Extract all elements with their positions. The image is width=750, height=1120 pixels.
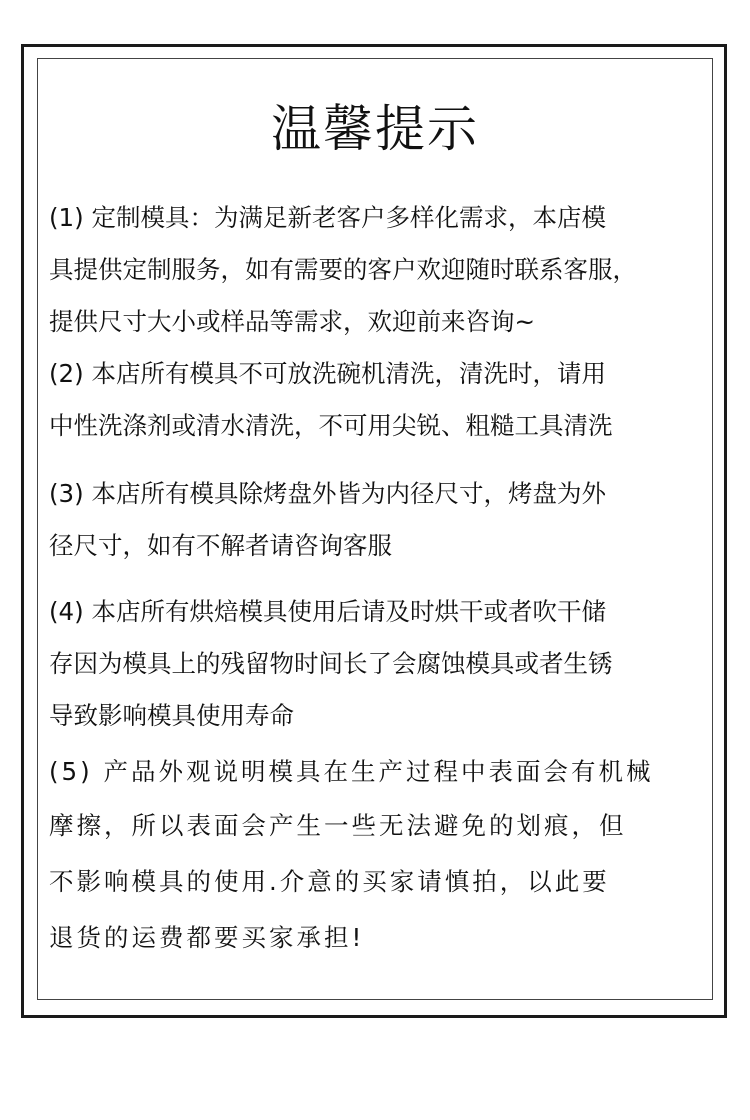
notice-line: 具提供定制服务，如有需要的客户欢迎随时联系客服，: [49, 255, 637, 284]
notice-line: 摩擦，所以表面会产生一些无法避免的划痕，但: [49, 811, 627, 840]
notice-line: 不影响模具的使用.介意的买家请慎拍，以此要: [49, 867, 610, 896]
notice-line: (4) 本店所有烘焙模具使用后请及时烘干或者吹干储: [49, 597, 606, 626]
notice-line: 导致影响模具使用寿命: [49, 701, 294, 730]
notice-line: (5) 产品外观说明模具在生产过程中表面会有机械: [49, 757, 654, 786]
page-title: 温馨提示: [271, 100, 479, 158]
notice-section-1: [49, 192, 709, 348]
notice-section-3: [49, 468, 709, 572]
notice-section-4: [49, 586, 709, 742]
notice-line: (3) 本店所有模具除烤盘外皆为内径尺寸，烤盘为外: [49, 479, 606, 508]
notice-line: 中性洗涤剂或清水清洗，不可用尖锐、粗糙工具清洗: [49, 411, 613, 440]
notice-line: 退货的运费都要买家承担!: [49, 923, 365, 952]
notice-line: 径尺寸，如有不解者请咨询客服: [49, 531, 392, 560]
notice-line: (2) 本店所有模具不可放洗碗机清洗，清洗时，请用: [49, 359, 606, 388]
notice-section-5: [49, 746, 709, 966]
notice-line: 提供尺寸大小或样品等需求，欢迎前来咨询~: [49, 307, 536, 336]
notice-line: 存因为模具上的残留物时间长了会腐蚀模具或者生锈: [49, 649, 613, 678]
notice-section-2: [49, 348, 709, 452]
notice-line: (1) 定制模具：为满足新老客户多样化需求，本店模: [49, 203, 606, 232]
